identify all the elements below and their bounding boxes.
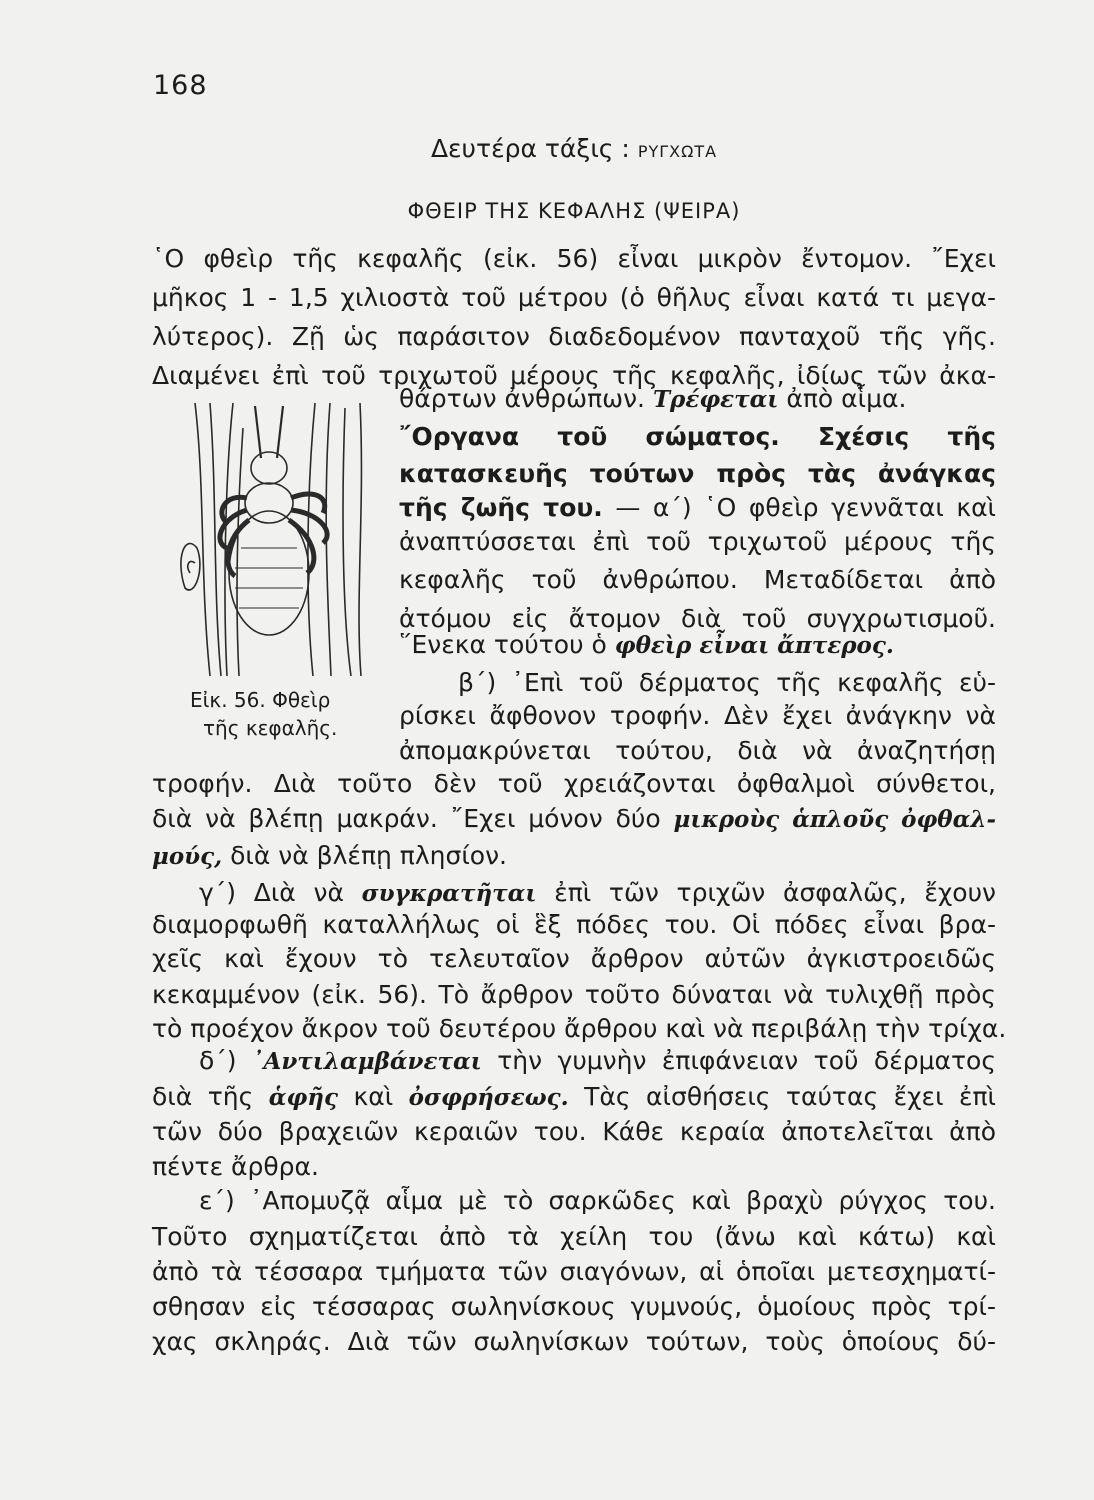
body-line <box>152 800 996 838</box>
text-run: δ΄) <box>199 1046 237 1075</box>
body-line: τὸ προέχον ἄκρον τοῦ δευτέρου ἄρθρου καὶ νὰ περιβάλῃ τὴν τρίχα. <box>152 1014 1007 1043</box>
hair-strand <box>343 408 351 676</box>
body-line <box>399 489 996 527</box>
body-line: ἀπομακρύνεται τούτου, διὰ νὰ ἀναζητήσῃ <box>399 736 996 765</box>
body-line: λύτερος). Ζῇ ὡς παράσιτον διαδεδομένον πανταχοῦ τῆς γῆς. <box>152 322 996 351</box>
section-title: τῆς ζωῆς του. <box>399 493 603 522</box>
body-line: ἀναπτύσσεται ἐπὶ τοῦ τριχωτοῦ μέρους τῆς <box>399 527 996 556</box>
nit-egg-detail <box>188 561 195 573</box>
body-line <box>152 1078 996 1116</box>
body-line: ε΄) ᾿Απομυζᾷ αἷμα μὲ τὸ σαρκῶδες καὶ βραχὺ ρύγχος του. <box>199 1186 996 1215</box>
body-line: Τοῦτο σχηματίζεται ἀπὸ τὰ χείλη του (ἄνω καὶ κάτω) καὶ <box>152 1222 996 1251</box>
louse-leg <box>289 520 314 573</box>
body-line: χας σκληράς. Διὰ τῶν σωληνίσκων τούτων, τοὺς ὁποίους δύ- <box>152 1327 996 1356</box>
emphasis-text: φθεὶρ εἶναι ἄπτερος. <box>614 632 894 659</box>
body-line <box>399 626 894 664</box>
body-line: ἀτόμου εἰς ἄτομον διὰ τοῦ συγχρωτισμοῦ. <box>399 604 996 633</box>
hair-strand <box>359 403 361 676</box>
body-line <box>399 380 906 418</box>
body-line: σθησαν εἰς τέσσαρας σωληνίσκους γυμνούς, ὁμοίους πρὸς τρί- <box>152 1292 996 1321</box>
hair-strand <box>195 403 210 676</box>
text-run: τὴν γυμνὴν ἐπιφάνειαν τοῦ δέρματος <box>497 1046 997 1075</box>
emphasis-text: συγκρατῆται <box>361 880 537 907</box>
body-line: κεφαλῆς τοῦ ἀνθρώπου. Μεταδίδεται ἀπὸ <box>399 565 996 594</box>
body-line: κεκαμμένον (εἰκ. 56). Τὸ ἄρθρον τοῦτο δύναται νὰ τυλιχθῇ πρὸς <box>152 980 996 1009</box>
abdomen-segments <box>235 548 303 608</box>
section-subheading: ΦΘΕΙΡ ΤΗΣ ΚΕΦΑΛΗΣ (ΨΕΙΡΑ) <box>407 199 741 223</box>
section-title: κατασκευῆς τούτων πρὸς τὰς ἀνάγκας <box>399 459 996 488</box>
body-line: ρίσκει ἄφθονον τροφήν. Δὲν ἔχει ἀνάγκην νὰ <box>399 701 996 730</box>
body-line: μῆκος 1 - 1,5 χιλιοστὰ τοῦ μέτρου (ὁ θῆλυς εἶναι κατά τι μεγα- <box>152 283 996 312</box>
text-run: διὰ νὰ βλέπῃ μακράν. ῎Εχει μόνον δύο <box>152 804 661 833</box>
text-run: ἀπὸ αἷμα. <box>786 384 907 413</box>
emphasis-text: ᾿Αντιλαμβάνεται <box>252 1048 482 1075</box>
body-line <box>199 1042 996 1080</box>
order-heading-name: ΡΥΓΧΩΤΑ <box>637 142 718 161</box>
page-number: 168 <box>153 70 208 101</box>
text-run: καὶ <box>353 1082 394 1111</box>
body-line: Διαμένει ἐπὶ τοῦ τριχωτοῦ μέρους τῆς κεφαλῆς, ἰδίως τῶν ἀκα- <box>152 361 996 390</box>
emphasis-text: ὀσφρήσεως. <box>408 1084 569 1111</box>
antenna <box>277 406 283 458</box>
figure-caption: Εἰκ. 56. Φθεὶρ <box>190 688 331 712</box>
text-run: διὰ νὰ βλέπῃ πλησίον. <box>230 841 507 870</box>
head-louse-illustration <box>155 398 391 680</box>
body-line: τῶν δύο βραχειῶν κεραιῶν του. Κάθε κεραία ἀποτελεῖται ἀπὸ <box>152 1117 996 1146</box>
text-run: ῞Ενεκα τούτου ὁ <box>399 630 607 659</box>
emphasis-text: ἁφῆς <box>268 1084 339 1111</box>
figure-caption: τῆς κεφαλῆς. <box>203 716 338 740</box>
louse-head <box>251 452 287 484</box>
emphasis-text: μικροὺς ἁπλοῦς ὀφθαλ- <box>673 806 996 833</box>
order-heading <box>152 130 996 168</box>
body-line: β΄) ᾿Επὶ τοῦ δέρματος τῆς κεφαλῆς εὑ- <box>458 668 996 697</box>
text-run: θάρτων ἀνθρώπων. <box>399 384 645 413</box>
text-run: γ΄) Διὰ νὰ <box>199 878 344 907</box>
text-run: ἐπὶ τῶν τριχῶν ἀσφαλῶς, ἔχουν <box>554 878 996 907</box>
text-run: Τὰς αἰσθήσεις ταύτας ἔχει ἐπὶ <box>584 1082 997 1111</box>
body-line: πέντε ἄρθρα. <box>152 1152 319 1181</box>
order-heading-label: Δευτέρα τάξις : <box>430 134 630 163</box>
section-title: ῎Οργανα τοῦ σώματος. Σχέσις τῆς <box>399 422 996 451</box>
emphasis-text: μούς, <box>152 843 223 870</box>
text-run: — α΄) ῾Ο φθεὶρ γεννᾶται καὶ <box>615 493 997 522</box>
hair-strand <box>237 428 243 676</box>
antenna <box>255 406 261 458</box>
body-line: ἀπὸ τὰ τέσσαρα τμήματα τῶν σιαγόνων, αἱ ὁποῖαι μετεσχηματί- <box>152 1257 996 1286</box>
body-line: χεῖς καὶ ἔχουν τὸ τελευταῖον ἄρθρον αὐτῶν ἀγκιστροειδῶς <box>152 944 996 973</box>
nit-egg <box>181 544 200 590</box>
body-line: τροφήν. Διὰ τοῦτο δὲν τοῦ χρειάζονται ὀφθαλμοὶ σύνθετοι, <box>152 769 996 798</box>
text-run: διὰ τῆς <box>152 1082 254 1111</box>
body-line <box>152 837 507 875</box>
emphasis-text: Τρέφεται <box>652 386 779 413</box>
body-line: διαμορφωθῆ καταλλήλως οἱ ἓξ πόδες του. Οἱ πόδες εἶναι βρα- <box>152 910 996 939</box>
body-line: ῾Ο φθεὶρ τῆς κεφαλῆς (εἰκ. 56) εἶναι μικρὸν ἔντομον. ῎Εχει <box>152 244 996 273</box>
